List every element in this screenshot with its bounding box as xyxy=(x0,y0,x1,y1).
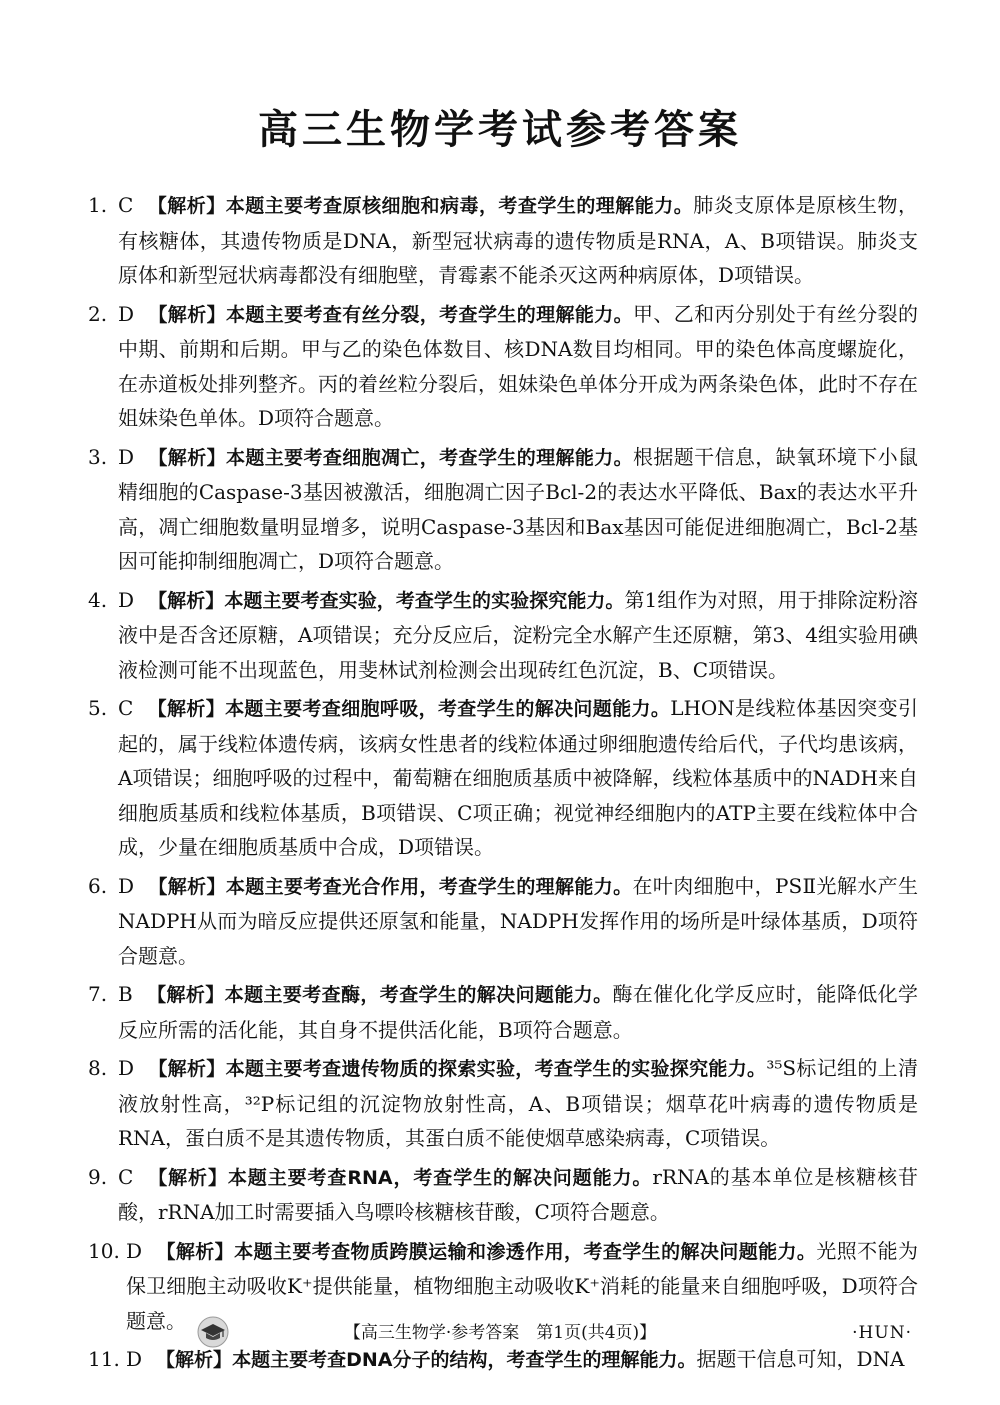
answer-item xyxy=(88,583,918,688)
analysis-text: 据题干信息可知，DNA xyxy=(696,1347,905,1371)
analysis-tag: 【解析】 xyxy=(156,1240,235,1263)
item-number: 1. xyxy=(88,193,108,217)
analysis-tag: 【解析】 xyxy=(148,589,225,612)
answer-letter: D xyxy=(118,873,135,898)
analysis-tag: 【解析】 xyxy=(147,195,226,217)
analysis-lead: 本题主要考查遗传物质的探索实验，考查学生的实验探究能力。 xyxy=(225,1058,767,1080)
answer-item xyxy=(88,1051,918,1156)
analysis-tag: 【解析】 xyxy=(148,1058,226,1080)
analysis-lead: 本题主要考查实验，考查学生的实验探究能力。 xyxy=(224,589,625,612)
analysis-lead: 本题主要考查RNA，考查学生的解决问题能力。 xyxy=(227,1166,653,1189)
analysis-text: 第1组作为对照，用于排除淀粉溶液中是否含还原糖，A项错误；充分反应后，淀粉完全水解产生还原糖，第3、4组实验用碘液检测可能不出现蓝色，用斐林试剂检测会出现砖红色沉淀，B、C项错误。 xyxy=(118,587,918,682)
item-number: 9. xyxy=(88,1164,108,1189)
page-footer xyxy=(0,1318,1000,1348)
answer-letter: D xyxy=(118,444,135,469)
analysis-lead: 本题主要考查有丝分裂，考查学生的理解能力。 xyxy=(225,303,634,326)
answer-item xyxy=(88,440,918,579)
item-number: 4. xyxy=(88,587,108,612)
answer-letter: D xyxy=(118,1056,135,1080)
answer-item xyxy=(88,188,918,293)
item-number: 2. xyxy=(88,301,108,326)
answer-letter: C xyxy=(118,1164,134,1189)
analysis-lead: 本题主要考查细胞呼吸，考查学生的解决问题能力。 xyxy=(225,698,671,720)
analysis-tag: 【解析】 xyxy=(147,698,226,720)
analysis-tag: 【解析】 xyxy=(156,1349,233,1371)
item-number: 5. xyxy=(88,696,108,720)
analysis-text: 根据题干信息，缺氧环境下小鼠精细胞的Caspase-3基因被激活，细胞凋亡因子Bcl-2的表达水平降低、Bax的表达水平升高，凋亡细胞数量明显增多，说明Caspase-3基因和Bax基因可能促进细胞凋亡，Bcl-2基因可能抑制细胞凋亡，D项符合题意。 xyxy=(118,444,918,573)
answer-item xyxy=(88,1160,918,1230)
footer-code: ·HUN· xyxy=(852,1323,912,1343)
answer-letter: C xyxy=(118,696,134,720)
answer-item xyxy=(88,691,918,865)
analysis-tag: 【解析】 xyxy=(146,984,225,1006)
answer-letter: D xyxy=(118,587,135,612)
analysis-text: 光照不能为保卫细胞主动吸收K⁺提供能量，植物细胞主动吸收K⁺消耗的能量来自细胞呼吸，D项符合题意。 xyxy=(126,1238,918,1333)
answer-letter: D xyxy=(126,1238,143,1263)
analysis-tag: 【解析】 xyxy=(148,875,226,898)
item-number: 7. xyxy=(88,982,108,1006)
analysis-text: ³⁵S标记组的上清液放射性高，³²P标记组的沉淀物放射性高，A、B项错误；烟草花叶病毒的遗传物质是RNA，蛋白质不是其遗传物质，其蛋白质不能使烟草感染病毒，C项错误。 xyxy=(118,1056,918,1150)
analysis-lead: 本题主要考查酶，考查学生的解决问题能力。 xyxy=(224,984,613,1006)
analysis-lead: 本题主要考查原核细胞和病毒，考查学生的理解能力。 xyxy=(225,195,694,217)
analysis-lead: 本题主要考查物质跨膜运输和渗透作用，考查学生的解决问题能力。 xyxy=(234,1240,817,1263)
analysis-text: 甲、乙和丙分别处于有丝分裂的中期、前期和后期。甲与乙的染色体数目、核DNA数目均相同。甲的染色体高度螺旋化，在赤道板处排列整齐。丙的着丝粒分裂后，姐妹染色单体分开成为两条染色体，此时不存在姐妹染色单体。D项符合题意。 xyxy=(118,301,918,430)
item-number: 6. xyxy=(88,873,108,898)
answer-list xyxy=(88,188,918,1382)
item-number: 3. xyxy=(88,444,108,469)
analysis-lead: 本题主要考查细胞凋亡，考查学生的理解能力。 xyxy=(225,446,634,469)
analysis-tag: 【解析】 xyxy=(147,1166,228,1189)
item-number: 8. xyxy=(88,1056,108,1080)
analysis-tag: 【解析】 xyxy=(148,446,226,469)
analysis-text: 肺炎支原体是原核生物，有核糖体，其遗传物质是DNA，新型冠状病毒的遗传物质是RNA，A、B项错误。肺炎支原体和新型冠状病毒都没有细胞壁，青霉素不能杀灭这两种病原体，D项错误。 xyxy=(118,193,918,287)
analysis-text: LHON是线粒体基因突变引起的，属于线粒体遗传病，该病女性患者的线粒体通过卵细胞遗传给后代，子代均患该病，A项错误；细胞呼吸的过程中，葡萄糖在细胞质基质中被降解，线粒体基质中的NADH来自细胞质基质和线粒体基质，B项错误、C项正确；视觉神经细胞内的ATP主要在线粒体中合成，少量在细胞质基质中合成，D项错误。 xyxy=(118,696,918,859)
answer-item xyxy=(88,297,918,436)
answer-item xyxy=(88,977,918,1047)
analysis-text: 在叶肉细胞中，PSⅡ光解水产生NADPH从而为暗反应提供还原氢和能量，NADPH发挥作用的场所是叶绿体基质，D项符合题意。 xyxy=(118,873,918,968)
answer-item xyxy=(88,869,918,974)
analysis-lead: 本题主要考查DNA分子的结构，考查学生的理解能力。 xyxy=(232,1349,697,1371)
footer-text: 【高三生物学·参考答案 第1页(共4页)】 xyxy=(343,1323,657,1343)
item-number: 10. xyxy=(88,1238,120,1263)
item-number: 11. xyxy=(88,1347,120,1371)
analysis-tag: 【解析】 xyxy=(148,303,226,326)
answer-letter: B xyxy=(118,982,133,1006)
page-title: 高三生物学考试参考答案 xyxy=(258,107,742,153)
analysis-text: 酶在催化化学反应时，能降低化学反应所需的活化能，其自身不提供活化能，B项符合题意。 xyxy=(118,982,918,1042)
answer-letter: D xyxy=(126,1347,143,1371)
analysis-lead: 本题主要考查光合作用，考查学生的理解能力。 xyxy=(225,875,633,898)
answer-letter: D xyxy=(118,301,135,326)
answer-letter: C xyxy=(118,193,134,217)
analysis-text: rRNA的基本单位是核糖核苷酸，rRNA加工时需要插入鸟嘌呤核糖核苷酸，C项符合题意。 xyxy=(118,1164,918,1224)
